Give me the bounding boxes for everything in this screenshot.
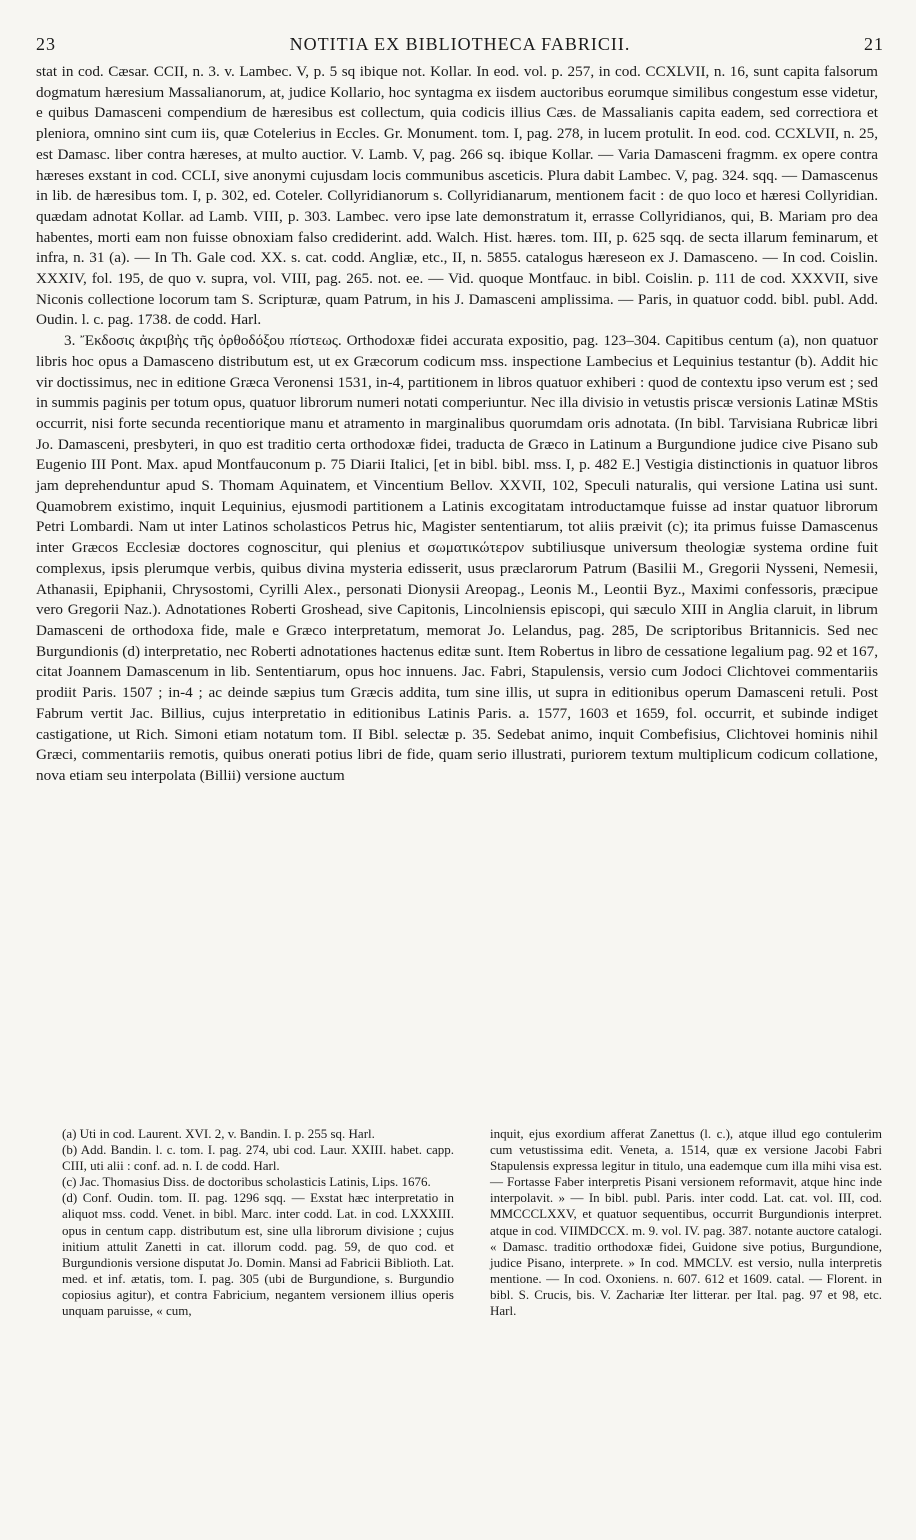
footnotes-left-column [62, 1126, 454, 1319]
main-text [36, 62, 878, 787]
page-number-right: 21 [864, 34, 884, 54]
paragraph-item-3: 3. Ἔκδοσις ἀκριβὴς τῆς ὀρθοδόξου πίστεως. Orthodoxæ fidei accurata expositio, pag. 123–304. Capitibus centum (a), non quatuor libris hoc opus a Damasceno distributum est, ut ex Græcorum codicum mss. inspectione Lambecius et Lequinius testantur (b). Addit hic vir doctissimus, nec in editione Græca Veronensi 1531, in-4, partitionem in libros quatuor exhiberi : quod de contextu ipso verum est ; sed in summis paginis per totum opus, quatuor librorum numeri notati comperiuntur. Nec illa divisio in vetustis priscæ versionis Latinæ MStis occurrit, nisi forte secunda recentiorique manu et atramento in marginalibus quorumdam oris adnotata. (In bibl. Tarvisiana Rubricæ libri Jo. Damasceni, presbyteri, in quo est traditio certa orthodoxæ fidei, traducta de Græco in Latinum a Burgundione judice cive Pisano sub Eugenio III Pont. Max. apud Montfauconum p. 75 Diarii Italici, [et in bibl. bibl. mss. I, p. 482 E.] Vestigia distinctionis in quatuor libros jam deprehenduntur apud S. Thomam Aquinatem, et Vincentium Bellov. XXVII, 102, Speculi naturalis, qui versione Latina usi sunt. Quamobrem existimo, inquit Lequinius, ejusmodi partitionem a Latinis excogitatam introductamque fuisse ad instar quatuor librorum Petri Lombardi. Nam ut inter Latinos scholasticos Petrus hic, Magister sententiarum, tot aliis præivit (c); ita primus fuisse Damascenus inter Græcos Ecclesiæ doctores cognoscitur, qui plenius et σωματικώτερον subtiliusque universum theologiæ systema ordine fuit complexus, ipsis plerumque verbis, quibus divina mysteria edisserit, usus præclarorum Patrum (Basilii M., Gregorii Nysseni, Nemesii, Athanasii, Epiphanii, Chrysostomi, Cyrilli Alex., personati Dionysii Areopag., Leonis M., Leontii Byz., Maximi confessoris, præcipue vero Gregorii Naz.). Adnotationes Roberti Groshead, sive Capitonis, Lincolniensis episcopi, qui sæculo XIII in Anglia claruit, in librum Damasceni de orthodoxa fide, male e Græco interpretatum, memorat Jo. Lelandus, pag. 285, De scriptoribus Britannicis. Sed nec Burgundionis (d) interpretatio, nec Roberti adnotationes hactenus editæ sunt. Item Robertus in libro de cessatione legalium pag. 92 et 167, citat Joannem Damascenum in lib. Sententiarum, opus hoc innuens. Jac. Fabri, Stapulensis, versio cum Jodoci Clichtovei commentariis prodiit Paris. 1507 ; in-4 ; ac deinde sæpius tum Græcis addita, tum sine illis, ut supra in editionibus operum Damasceni retuli. Post Fabrum vertit Jac. Billius, cujus interpretatio in editionibus Latinis Paris. a. 1577, 1603 et 1659, fol. occurrit, et subinde indiget castigatione, ut Rich. Simoni etiam notatum tom. II Bibl. selectæ p. 35. Sedebat animo, inquit Combefisius, Clichtovei hominis nihil Græci, commentariis remotis, quibus onerati potius libri de fide, quam serio illustrati, puriorem textum multiplicum codicum collatione, nova etiam seu interpolata (Billii) versione auctum [36, 332, 878, 784]
page-number-left: 23 [36, 34, 56, 54]
footnotes-right-column [490, 1126, 882, 1319]
footnote-a: (a) Uti in cod. Laurent. XVI. 2, v. Bandin. I. p. 255 sq. Harl. [62, 1126, 375, 1141]
paragraph-continuation: stat in cod. Cæsar. CCII, n. 3. v. Lambec. V, p. 5 sq ibique not. Kollar. In eod. vol. p. 257, in cod. CCXLVII, n. 16, sunt capita falsorum dogmatum hæresium Massalianorum, at, judice Kollario, hoc syntagma ex iisdem auctoribus eorumque similibus congestum esse videtur, e quibus Damasceni compendium de hæresibus est collectum, quia codicis illius Cæs. de Massalianis capita eadem, sed correctiora et pleniora, omnino sint cum iis, quæ Cotelerius in Eccles. Gr. Monument. tom. I, pag. 278, in lucem protulit. In eod. cod. CCXLVII, n. 25, est Damasc. liber contra hæreses, at multo auctior. V. Lamb. V, pag. 266 sq. ibique Kollar. — Varia Damasceni fragmm. ex opere contra hæreses exstant in cod. CCLI, sive anonymi cujusdam locis communibus asceticis. Plura dabit Lambec. V, pag. 324. sqq. — Damascenus in lib. de hæresibus tom. I, p. 302, ed. Coteler. Collyridianorum s. Collyridianarum, mentionem facit : de quo loco et hæresi Collyridian. quædam adnotat Kollar. ad Lamb. VIII, p. 303. Lambec. vero ipse late demonstratum it, errasse Collyridianos, qui, B. Mariam pro dea habentes, morti eam non fuisse obnoxiam falso crediderint. add. Walch. Hist. hæres. tom. III, p. 625 sqq. de secta illarum feminarum, et infra, n. 31 (a). — In Th. Gale cod. XX. s. cat. codd. Angliæ, etc., II, n. 5855. catalogus hæreseon ex J. Damasceno. — In cod. Coislin. XXXIV, fol. 195, de quo v. supra, vol. VIII, pag. 265. not. ee. — Vid. quoque Montfauc. in bibl. Coislin. p. 111 de cod. XXXVII, sive Niconis collectione locorum tam S. Scripturæ, quam Patrum, in his J. Damasceni amplissima. — Paris, in quatuor codd. bibl. publ. Add. Oudin. l. c. pag. 1738. de codd. Harl. [36, 63, 878, 329]
running-header [36, 34, 884, 56]
running-title: NOTITIA EX BIBLIOTHECA FABRICII. [289, 34, 631, 54]
footnote-d-continuation: inquit, ejus exordium afferat Zanettus (l. c.), atque illud ego contulerim cum vetustissima edit. Veneta, a. 1514, quæ ex versione Jacobi Fabri Stapulensis expressa legitur in titulo, una eademque cum illa mihi visa est. — Fortasse Faber interpretis Pisani versionem reformavit, atque hinc inde interpolavit. » — In bibl. publ. Paris. inter codd. Lat. cat. vol. III, cod. MMCCCLXXV, et quatuor sequentibus, occurrit Burgundionis interpret. atque in cod. VIIMDCCX. m. 9. vol. IV. pag. 387. notante auctore catalogi. « Damasc. traditio orthodoxæ fidei, Guidone sive potius, Burgundione, judice Pisano, interprete. » In cod. MMCLV. est versio, nulla interpretis mentione. — In cod. Oxoniens. n. 607. 612 et 1609. catal. — Florent. in bibl. S. Crucis, bis. V. Zachariæ Iter litterar. per Ital. pag. 97 et 98, etc. Harl. [490, 1126, 882, 1319]
footnote-b: (b) Add. Bandin. l. c. tom. I. pag. 274, ubi cod. Laur. XXIII. habet. capp. CIII, uti alii : conf. ad. n. I. de codd. Harl. [62, 1142, 454, 1174]
footnote-d: (d) Conf. Oudin. tom. II. pag. 1296 sqq. — Exstat hæc interpretatio in aliquot mss. codd. Venet. in bibl. Marc. inter codd. Lat. in cod. LXXXIII. opus in centum capp. distributum est, sine ulla librorum divisione ; cujus initium attulit Zanetti in cat. illorum codd. pag. 59, de quo cod. et Burgundionis versione disputat Jo. Domin. Mansi ad Fabricii Biblioth. Lat. med. et inf. ætatis, tom. I. pag. 305 (ubi de Burgundione, s. Burgundio copiosius agitur), et contra Fabricium, negantem versionem illius operis unquam paruisse, « cum, [62, 1190, 454, 1319]
footnote-c: (c) Jac. Thomasius Diss. de doctoribus scholasticis Latinis, Lips. 1676. [62, 1174, 431, 1190]
footnotes [62, 1126, 882, 1319]
